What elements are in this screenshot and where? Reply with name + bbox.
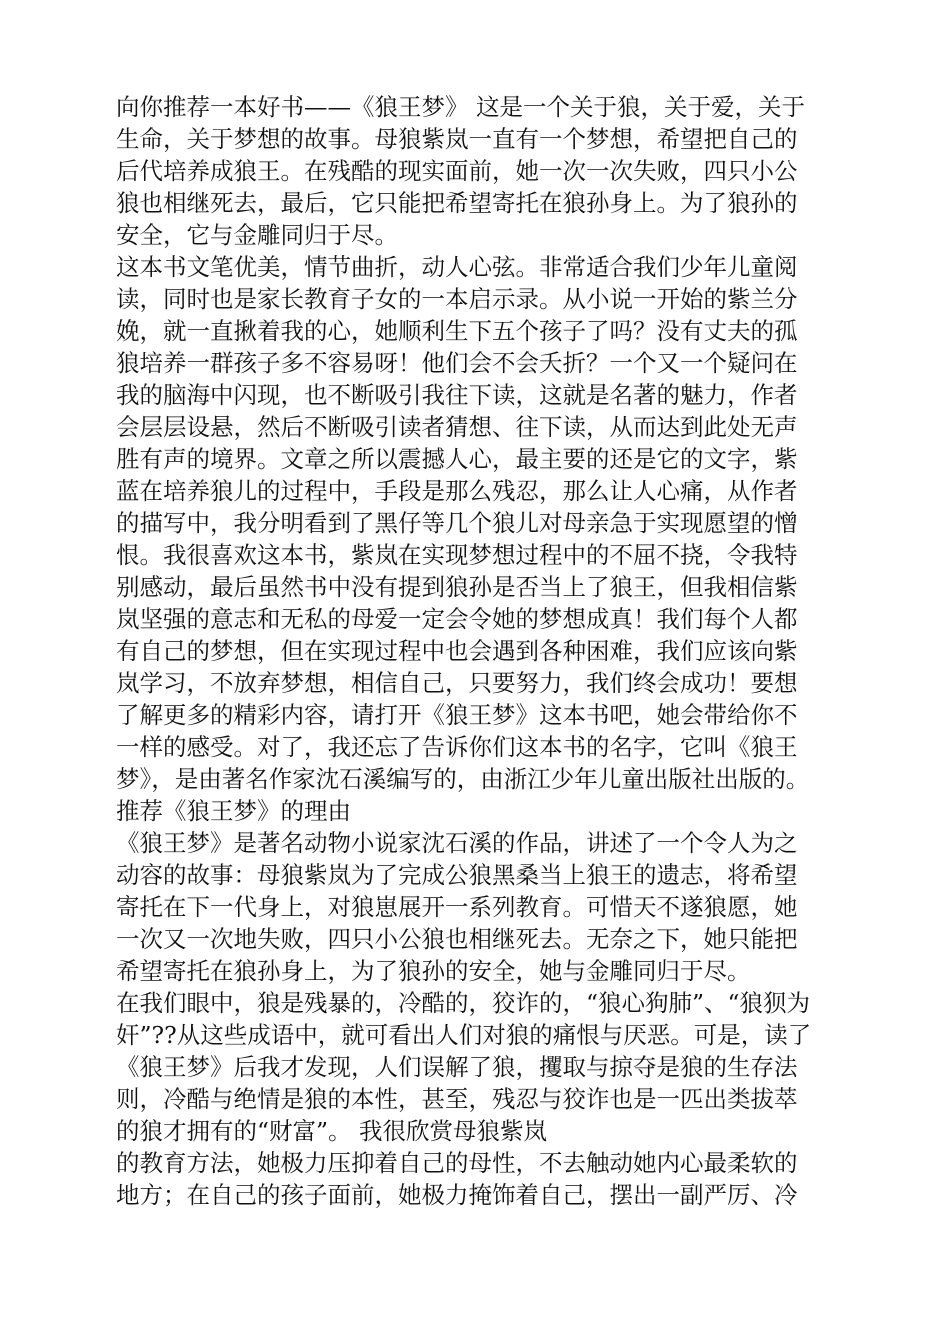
text-line: 娩，就一直揪着我的心，她顺利生下五个孩子了吗？没有丈夫的孤 [116, 317, 798, 345]
text-line: 《狼王梦》后我才发现，人们误解了狼，攫取与掠夺是狼的生存法 [116, 1053, 798, 1081]
text-line: 狼培养一群孩子多不容易呀！他们会不会夭折？一个又一个疑问在 [116, 349, 798, 377]
text-line: 的描写中，我分明看到了黑仔等几个狼儿对母亲急于实现愿望的憎 [116, 509, 798, 537]
text-line: 岚学习，不放弃梦想，相信自己，只要努力，我们终会成功！要想 [116, 669, 798, 697]
document-body [116, 91, 836, 1211]
text-line: 地方；在自己的孩子面前，她极力掩饰着自己，摆出一副严厉、冷 [116, 1181, 798, 1209]
text-line: 恨。我很喜欢这本书，紫岚在实现梦想过程中的不屈不挠，令我特 [116, 541, 798, 569]
text-line: 有自己的梦想，但在实现过程中也会遇到各种困难，我们应该向紫 [116, 637, 798, 665]
text-line: 《狼王梦》是著名动物小说家沈石溪的作品，讲述了一个令人为之 [116, 829, 798, 857]
text-line: 向你推荐一本好书——《狼王梦》 这是一个关于狼，关于爱，关于 [116, 93, 805, 121]
text-line: 的教育方法，她极力压抑着自己的母性，不去触动她内心最柔软的 [116, 1149, 798, 1177]
text-line: 推荐《狼王梦》的理由 [116, 797, 351, 825]
text-line: 奸”??从这些成语中，就可看出人们对狼的痛恨与厌恶。可是，读了 [116, 1021, 812, 1049]
text-line: 希望寄托在狼孙身上，为了狼孙的安全，她与金雕同归于尽。 [116, 957, 751, 985]
text-line: 在我们眼中，狼是残暴的，冷酷的，狡诈的，“狼心狗肺”、“狼狈为 [116, 989, 811, 1017]
text-line: 一次又一次地失败，四只小公狼也相继死去。无奈之下，她只能把 [116, 925, 798, 953]
text-line: 会层层设悬，然后不断吸引读者猜想、往下读，从而达到此处无声 [116, 413, 798, 441]
text-line: 这本书文笔优美，情节曲折，动人心弦。非常适合我们少年儿童阅 [116, 253, 798, 281]
text-line: 胜有声的境界。文章之所以震撼人心，最主要的还是它的文字，紫 [116, 445, 798, 473]
text-line: 梦》，是由著名作家沈石溪编写的，由浙江少年儿童出版社出版的。 [116, 765, 810, 793]
text-line: 读，同时也是家长教育子女的一本启示录。从小说一开始的紫兰分 [116, 285, 798, 313]
text-line: 则，冷酷与绝情是狼的本性，甚至，残忍与狡诈也是一匹出类拔萃 [116, 1085, 798, 1113]
text-line: 了解更多的精彩内容，请打开《狼王梦》这本书吧，她会带给你不 [116, 701, 798, 729]
text-line: 生命，关于梦想的故事。母狼紫岚一直有一个梦想，希望把自己的 [116, 125, 798, 153]
text-line: 寄托在下一代身上，对狼崽展开一系列教育。可惜天不遂狼愿，她 [116, 893, 798, 921]
text-line: 岚坚强的意志和无私的母爱一定会令她的梦想成真！我们每个人都 [116, 605, 798, 633]
text-line: 蓝在培养狼儿的过程中，手段是那么残忍，那么让人心痛，从作者 [116, 477, 798, 505]
text-line: 我的脑海中闪现，也不断吸引我往下读，这就是名著的魅力，作者 [116, 381, 798, 409]
text-line: 动容的故事：母狼紫岚为了完成公狼黑桑当上狼王的遗志，将希望 [116, 861, 798, 889]
text-line: 别感动，最后虽然书中没有提到狼孙是否当上了狼王，但我相信紫 [116, 573, 798, 601]
text-line: 后代培养成狼王。在残酷的现实面前，她一次一次失败，四只小公 [116, 157, 798, 185]
text-line: 安全，它与金雕同归于尽。 [116, 221, 398, 249]
text-line: 狼也相继死去，最后，它只能把希望寄托在狼孙身上。为了狼孙的 [116, 189, 798, 217]
text-line: 一样的感受。对了，我还忘了告诉你们这本书的名字，它叫《狼王 [116, 733, 798, 761]
text-line: 的狼才拥有的“财富”。 我很欣赏母狼紫岚 [116, 1117, 547, 1145]
